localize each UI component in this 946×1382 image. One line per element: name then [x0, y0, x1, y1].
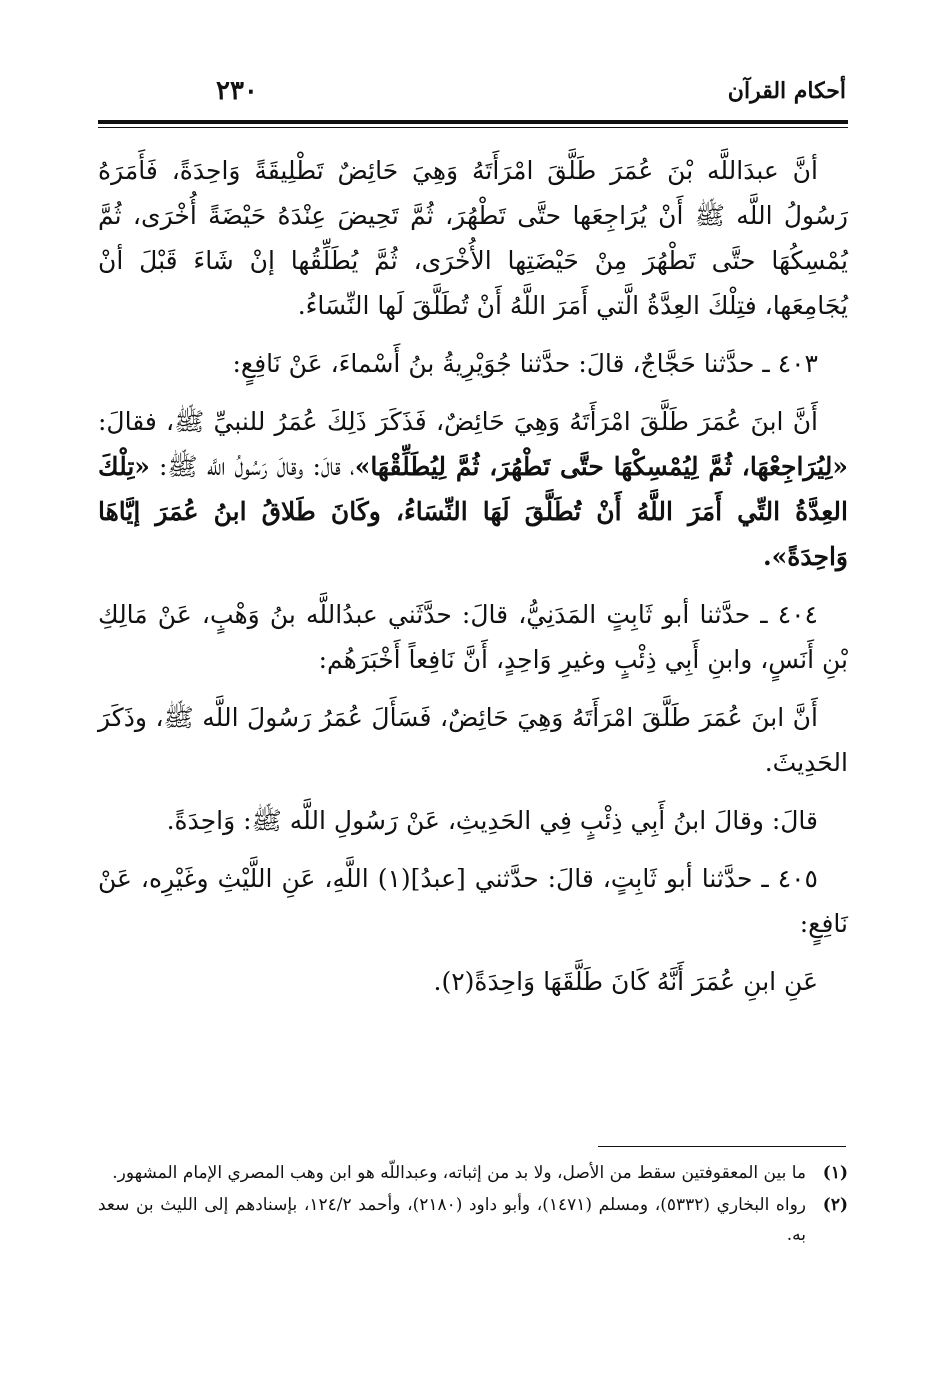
hadith-404-matn: أَنَّ ابنَ عُمَرَ طَلَّقَ امْرَأَتَهُ وَهِيَ حَائِضٌ، فَسَأَلَ عُمَرُ رَسُولَ اللَّه ﷺ، وذَكَرَ الحَدِيثَ. — [98, 703, 848, 777]
footnote-2 — [98, 1190, 848, 1250]
footnotes — [98, 1158, 848, 1252]
footnote-text: رواه البخاري (٥٣٣٢)، ومسلم (١٤٧١)، وأبو داود (٢١٨٠)، وأحمد ١٢٤/٢، بإسنادهم إلى الليث بن سعد به. — [98, 1195, 806, 1245]
header-rule-thick — [98, 120, 848, 124]
footnote-number: (١) — [822, 1163, 848, 1183]
footnote-number: (٢) — [822, 1195, 848, 1215]
hadith-404-isnad: ٤٠٤ ـ حدَّثنا أبو ثَابِتٍ المَدَنِيُّ، قالَ: حدَّثَني عبدُاللَّه بنُ وَهْبٍ، عَنْ مَالِكِ بْنِ أَنَسٍ، وابنِ أَبِي ذِئْبٍ وغيرِ وَاحِدٍ، أَنَّ نَافِعاً أَخْبَرَهُم: — [98, 600, 848, 674]
matn-text-c: ، قالَ: وقالَ رَسُولُ اللَّه ﷺ: — [149, 452, 355, 481]
matn-text-a: أَنَّ ابنَ عُمَرَ طَلَّقَ امْرَأَتَهُ وَهِيَ حَائِضٌ، فَذَكَرَ ذَلِكَ عُمَرُ للنبيِّ ﷺ، فقالَ: — [98, 407, 818, 436]
footnote-1 — [98, 1158, 848, 1188]
hadith-405-matn: عَنِ ابنِ عُمَرَ أَنَّهُ كَانَ طَلَّقَهَا وَاحِدَةً(٢). — [433, 967, 818, 996]
prophetic-quote-2: «تِلْكَ العِدَّةُ التِّي أَمَرَ اللَّهُ أَنْ تُطَلَّقَ لَهَا النِّسَاءُ، وكَانَ طَلاقُ ابنُ عُمَرَ إيَّاهَا وَاحِدَةً». — [98, 452, 848, 571]
header-rule-thin — [98, 127, 848, 128]
main-text — [98, 148, 848, 1017]
hadith-403-isnad: ٤٠٣ ـ حدَّثنا حَجَّاجٌ، قالَ: حدَّثنا جُوَيْرِيةُ بنُ أَسْماءَ، عَنْ نَافِعٍ: — [232, 349, 818, 378]
footnote-text: ما بين المعقوفتين سقط من الأصل، ولا بد من إثباته، وعبداللّه هو ابن وهب المصري الإمام المشهور. — [112, 1163, 806, 1183]
hadith-405-isnad: ٤٠٥ ـ حدَّثنا أبو ثَابِتٍ، قالَ: حدَّثني [عبدُ](١) اللَّهِ، عَنِ اللَّيْثِ وغَيْرِه، عَنْ نَافِعٍ: — [98, 864, 848, 938]
hadith-404-note: قالَ: وقالَ ابنُ أَبِي ذِئْبٍ فِي الحَدِيثِ، عَنْ رَسُولِ اللَّه ﷺ: وَاحِدَةً. — [166, 806, 818, 835]
prophetic-quote-1: «لِيُرَاجِعْهَا، ثُمَّ لِيُمْسِكْهَا حتَّى تَطْهُرَ، ثُمَّ لِيُطَلِّقْهَا» — [354, 452, 849, 481]
paragraph-1: أنَّ عبدَاللَّه بْنَ عُمَرَ طَلَّقَ امْرَأَتَهُ وَهِيَ حَائِضٌ تَطْلِيقَةً وَاحِدَةً، فَأَمَرَهُ رَسُولُ اللَّه ﷺ أَنْ يُرَاجِعَها حتَّى تَطْهُرَ، ثُمَّ تَحِيضَ عِنْدَهُ حَيْضَةً أُخْرَى، ثُمَّ يُمْسِكُهَا حتَّى تَطْهُرَ مِنْ حَيْضَتِها الأُخْرَى، ثُمَّ يُطَلِّقُها إنْ شَاءَ قَبْلَ أنْ يُجَامِعَها، فتِلْكَ العِدَّةُ الَّتي أَمَرَ اللَّهُ أَنْ تُطَلَّقَ لَها النِّسَاءُ. — [98, 156, 848, 320]
footnote-separator — [598, 1146, 846, 1147]
page-number: ٢٣٠ — [216, 76, 258, 106]
running-header-title: أحكام القرآن — [727, 78, 846, 104]
hadith-403-matn — [98, 399, 848, 579]
